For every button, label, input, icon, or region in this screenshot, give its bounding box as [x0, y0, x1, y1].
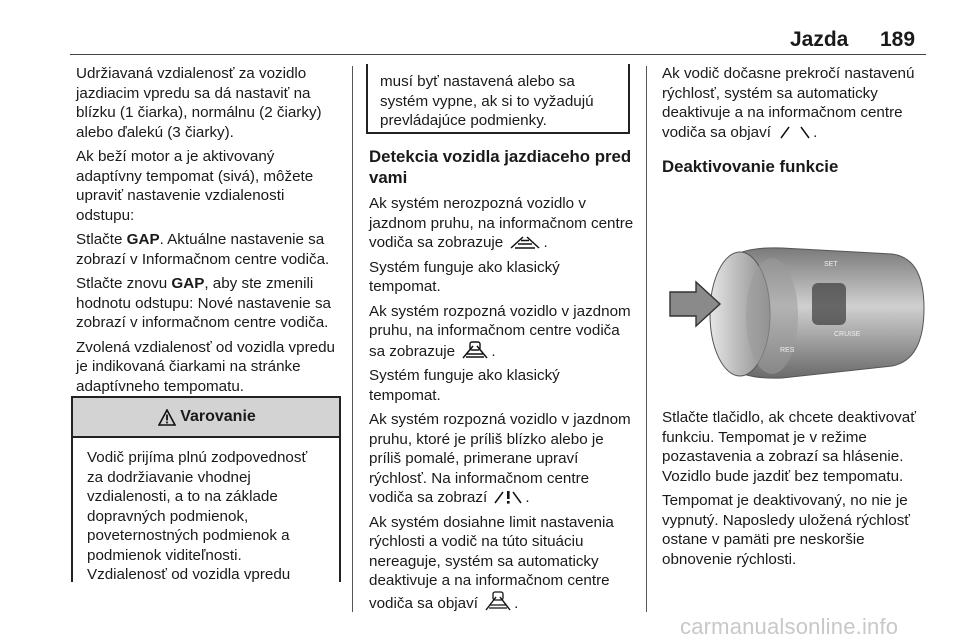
- paragraph: [662, 64, 926, 142]
- column-1: [76, 64, 338, 401]
- text: , aby ste zmenili hodnotu odstupu: Nové nastavenie sa zobrazí v informačnom centre vodiča.: [76, 275, 331, 331]
- text: Ak vodič dočasne prekročí nastavenú rýchlosť, systém sa automaticky deaktivuje a na informačnom centre vodiča sa objaví: [662, 65, 915, 141]
- section-heading: Deaktivovanie funkcie: [662, 157, 839, 176]
- text: .: [525, 489, 530, 506]
- paragraph: [369, 410, 635, 508]
- warning-triangle-icon: [158, 409, 176, 426]
- text: .: [543, 234, 548, 251]
- column-3-lower: [662, 408, 926, 574]
- paragraph: [76, 274, 338, 333]
- column-divider-1: [352, 66, 353, 612]
- speed-limit-reached-icon: [484, 591, 512, 611]
- set-label: SET: [824, 261, 838, 268]
- paragraph: Zvolená vzdialenosť od vozidla vpredu je indikovaná čiarkami na stránke adaptívneho tempomatu.: [76, 338, 335, 395]
- text: Stlačte znovu: [76, 275, 172, 292]
- cruise-control-stalk-figure: [662, 228, 926, 414]
- text: Ak systém dosiahne limit nastavenia rýchlosti a vodič na túto situáciu nereaguje, systém sa automaticky deaktivuje a na informačnom centre vodiča sa objaví: [369, 513, 614, 612]
- paragraph: Systém funguje ako klasický tempomat.: [369, 367, 560, 404]
- res-label: RES: [780, 347, 795, 354]
- paragraph: [369, 194, 635, 253]
- vehicle-too-close-warning-icon: [493, 489, 523, 505]
- paragraph: [76, 230, 338, 269]
- column-divider-2: [646, 66, 647, 612]
- paragraph: [369, 302, 635, 362]
- paragraph: Tempomat je deaktivovaný, no nie je vypnutý. Naposledy uložená rýchlosť ostane v pamäti pre neskoršie obnovenie rýchlosti.: [662, 492, 910, 568]
- warning-header: [73, 398, 339, 438]
- text: Ak systém rozpozná vozidlo v jazdnom pruhu, ktoré je príliš blízko alebo je príliš pomalé, primerane upraví rýchlosť. Na informačnom centre vodiča sa zobrazí: [369, 411, 631, 506]
- gap-key-label: GAP: [171, 275, 205, 292]
- system-deactivated-icon: [777, 124, 811, 140]
- warning-title: Varovanie: [180, 408, 256, 425]
- text: .: [813, 123, 818, 141]
- text: .: [514, 594, 519, 612]
- text: Stlačte: [76, 231, 127, 248]
- text: . Aktuálne nastavenie sa zobrazí v Informačnom centre vodiča.: [76, 231, 330, 268]
- column-3: [662, 64, 926, 183]
- cruise-control-stalk-illustration: [662, 228, 926, 414]
- paragraph: Stlačte tlačidlo, ak chcete deaktivovať funkciu. Tempomat je v režime pozastavenia a zobrazí sa hlásenie. Vozidlo bude jazdiť bez tempomatu.: [662, 409, 916, 485]
- paragraph: Systém funguje ako klasický tempomat.: [369, 258, 560, 295]
- header-divider: [70, 54, 926, 55]
- watermark: carmanualsonline.info: [680, 614, 899, 639]
- page-header: [0, 0, 960, 56]
- paragraph: Udržiavaná vzdialenosť za vozidlo jazdiacim vpredu sa dá nastaviť na blízku (1 čiarka), normálnu (2 čiarky) alebo ďalekú (3 čiarky).: [76, 65, 322, 141]
- text: Ak systém nerozpozná vozidlo v jazdnom pruhu, na informačnom centre vodiča sa zobrazuje: [369, 195, 634, 251]
- text: .: [491, 342, 496, 360]
- no-vehicle-detected-icon: [509, 234, 541, 250]
- paragraph: [369, 513, 635, 614]
- warning-continuation-box: musí byť nastavená alebo sa systém vypne, ak si to vyžadujú prevládajúce podmienky.: [366, 64, 630, 134]
- warning-box: [71, 396, 341, 582]
- warning-body: Vodič prijíma plnú zodpovednosť za dodržiavanie vhodnej vzdialenosti, a to na základe dopravných podmienok, poveternostných podmienok a podmienok viditeľnosti. Vzdialenosť od vozidla vpredu: [87, 449, 308, 583]
- gap-key-label: GAP: [126, 231, 160, 248]
- page-number: 189: [880, 28, 916, 51]
- section-title: Jazda: [790, 28, 849, 51]
- vehicle-detected-icon: [461, 341, 489, 359]
- column-2: [369, 146, 635, 618]
- paragraph: Ak beží motor a je aktivovaný adaptívny tempomat (sivá), môžete upraviť nastavenie vzdialenosti odstupu:: [76, 148, 314, 224]
- cruise-label: CRUISE: [834, 331, 861, 338]
- text: Ak systém rozpozná vozidlo v jazdnom pruhu, na informačnom centre vodiča sa zobrazuje: [369, 302, 631, 360]
- section-heading: Detekcia vozidla jazdiaceho pred vami: [369, 147, 632, 187]
